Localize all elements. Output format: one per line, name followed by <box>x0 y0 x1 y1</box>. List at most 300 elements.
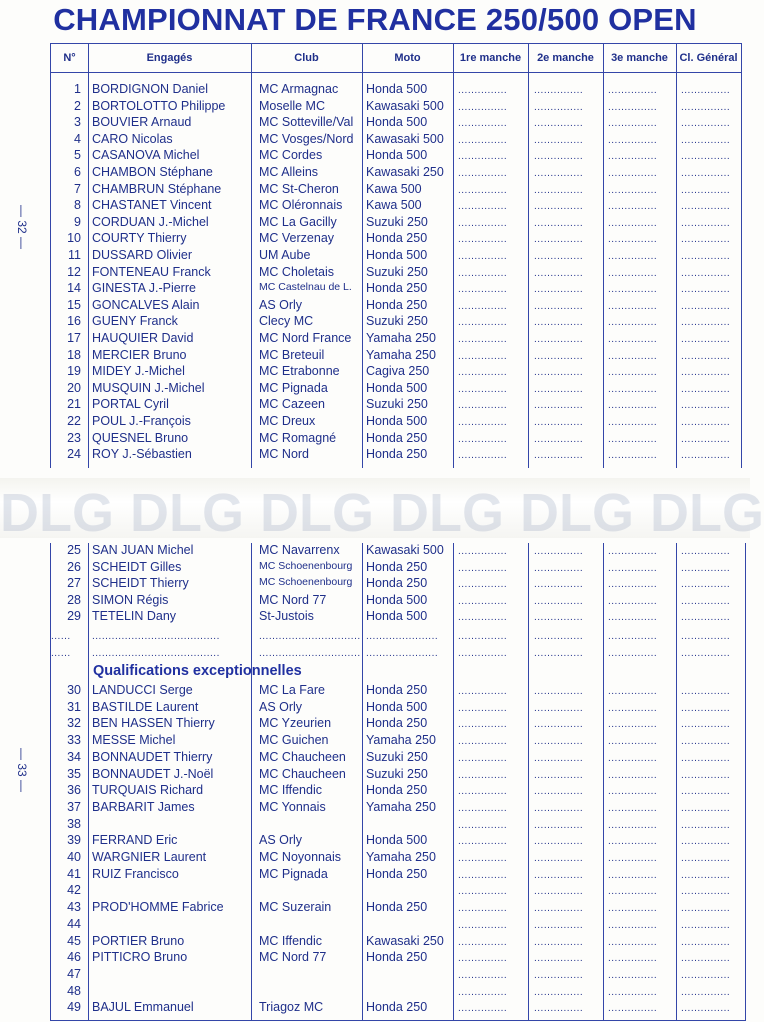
table-row <box>51 447 741 464</box>
club-name: Clecy MC <box>259 314 314 329</box>
header-num: N° <box>63 52 76 64</box>
moto-model: Kawa 500 <box>366 181 422 196</box>
row-number: 9 <box>74 214 81 229</box>
result-placeholder: ............... <box>608 184 658 196</box>
row-number: 38 <box>67 816 81 831</box>
result-placeholder: ............... <box>534 251 584 262</box>
rider-name: RUIZ Francisco <box>92 866 179 881</box>
table-row <box>51 265 741 282</box>
result-placeholder: ............... <box>458 184 508 196</box>
section-title: Qualifications exceptionnelles <box>93 663 302 679</box>
result-placeholder: ............... <box>458 201 508 213</box>
result-placeholder: ............... <box>608 300 658 312</box>
club-name: MC Yonnais <box>259 799 326 814</box>
result-placeholder: ............... <box>608 702 658 714</box>
moto-model: Honda 250 <box>366 559 428 574</box>
moto-model: Suzuki 250 <box>366 264 428 279</box>
row-number: 41 <box>67 866 81 881</box>
rider-name: SCHEIDT Thierry <box>92 576 189 591</box>
rider-name: CHASTANET Vincent <box>92 198 212 213</box>
result-placeholder: ............... <box>608 719 658 731</box>
table-row <box>51 298 741 315</box>
result-placeholder: ............... <box>534 433 584 445</box>
row-number: 46 <box>67 950 81 965</box>
moto-model: Honda 250 <box>366 430 428 445</box>
result-placeholder: ............... <box>458 869 508 881</box>
result-placeholder: ............... <box>608 151 658 163</box>
table-row <box>51 115 741 132</box>
results-table-top <box>50 43 742 468</box>
table-row <box>51 984 745 1001</box>
result-placeholder: ............... <box>534 936 584 948</box>
rider-name: FERRAND Eric <box>92 833 178 848</box>
row-number: 2 <box>74 98 81 113</box>
row-number: 11 <box>68 248 81 262</box>
table-row <box>51 833 745 850</box>
row-number: 39 <box>67 833 81 848</box>
rider-name: SIMON Régis <box>92 592 169 607</box>
moto-model: Honda 500 <box>366 82 428 96</box>
result-placeholder: ............... <box>458 151 508 163</box>
rider-name: LANDUCCI Serge <box>92 683 193 697</box>
result-placeholder: ............... <box>681 184 731 196</box>
result-placeholder: ............... <box>458 919 508 931</box>
result-placeholder: ............... <box>681 752 731 764</box>
row-number: 14 <box>67 281 81 296</box>
result-placeholder: ............... <box>458 417 508 428</box>
row-number: 45 <box>67 933 81 948</box>
result-placeholder: ............... <box>608 350 658 362</box>
result-placeholder: ............... <box>608 450 658 462</box>
row-number: 37 <box>67 799 81 814</box>
result-placeholder: ............... <box>681 217 731 229</box>
watermark-logo-glyph: DLG <box>390 483 504 543</box>
result-placeholder: ............... <box>608 595 658 607</box>
table-row <box>51 198 741 215</box>
table-row <box>51 182 741 199</box>
rider-name: GINESTA J.-Pierre <box>92 281 196 296</box>
table-row <box>51 683 745 700</box>
result-placeholder: ............... <box>534 300 584 312</box>
result-placeholder: ............... <box>608 631 658 642</box>
result-placeholder: ............... <box>458 836 508 848</box>
row-number: 44 <box>67 916 81 931</box>
watermark-logo-glyph: DLG <box>0 483 114 543</box>
club-name: MC Armagnac <box>259 82 339 96</box>
result-placeholder: ............... <box>608 217 658 229</box>
result-placeholder: ............... <box>458 334 508 345</box>
result-placeholder: ............... <box>608 936 658 948</box>
table-row <box>51 132 741 149</box>
result-placeholder: ............... <box>681 284 731 296</box>
club-name: MC La Gacilly <box>259 214 337 229</box>
result-placeholder: ............... <box>458 903 508 915</box>
result-placeholder: ............... <box>608 317 658 329</box>
result-placeholder: ............... <box>458 786 508 798</box>
club-name: MC Chaucheen <box>259 766 346 781</box>
table-row <box>51 750 745 767</box>
result-placeholder: ............... <box>534 334 584 345</box>
table-row <box>51 800 745 817</box>
result-placeholder: ............... <box>534 953 584 965</box>
result-placeholder: ............... <box>681 562 731 574</box>
table-row <box>51 733 745 750</box>
result-placeholder: ............... <box>681 151 731 163</box>
rider-name: BORDIGNON Daniel <box>92 82 208 96</box>
rider-name: MUSQUIN J.-Michel <box>92 380 205 395</box>
result-placeholder: ............... <box>458 969 508 981</box>
result-placeholder: ............... <box>608 101 658 113</box>
rider-name: QUESNEL Bruno <box>92 430 189 445</box>
club-name: MC Pignada <box>259 380 328 395</box>
moto-model: Honda 250 <box>366 231 428 246</box>
row-number: 18 <box>67 347 81 362</box>
result-placeholder: ............... <box>681 595 731 607</box>
row-number: 43 <box>67 900 81 915</box>
result-placeholder: ............... <box>534 702 584 714</box>
rider-name: CORDUAN J.-Michel <box>92 214 209 229</box>
result-placeholder: ............... <box>681 631 731 642</box>
result-placeholder: ............... <box>534 853 584 864</box>
result-placeholder: ............... <box>534 450 584 462</box>
moto-model: Kawasaki 500 <box>366 98 444 113</box>
table-row <box>51 331 741 348</box>
moto-model: Honda 250 <box>366 783 428 798</box>
result-placeholder: ...................... <box>366 648 439 659</box>
result-placeholder: ............... <box>458 986 508 998</box>
club-name: MC Cordes <box>259 148 323 163</box>
result-placeholder: ............... <box>534 752 584 764</box>
moto-model: Honda 500 <box>366 592 428 607</box>
club-name: St-Justois <box>259 609 314 624</box>
moto-model: Honda 250 <box>366 866 428 881</box>
result-placeholder: ...................... <box>366 631 439 642</box>
result-placeholder: ............... <box>458 562 508 574</box>
table-row <box>51 917 745 934</box>
watermark-logo-glyph: DLG <box>260 483 374 543</box>
result-placeholder: ............... <box>608 802 658 814</box>
rider-name: CARO Nicolas <box>92 131 173 146</box>
row-number: 10 <box>67 231 81 246</box>
result-placeholder: ............... <box>608 836 658 848</box>
result-placeholder: ............... <box>458 367 508 379</box>
rider-name: BEN HASSEN Thierry <box>92 716 215 731</box>
table-row <box>51 99 741 116</box>
result-placeholder: ............... <box>608 367 658 379</box>
result-placeholder: ............................... <box>259 631 361 642</box>
table-row <box>51 248 741 265</box>
row-number: 47 <box>67 966 81 981</box>
result-placeholder: ............... <box>534 802 584 814</box>
row-number: 7 <box>74 181 81 196</box>
moto-model: Kawasaki 250 <box>366 933 444 948</box>
result-placeholder: ............... <box>534 417 584 428</box>
moto-model: Honda 500 <box>366 380 428 395</box>
page-number-bottom: — 33 — <box>15 748 29 793</box>
result-placeholder: ............... <box>534 869 584 881</box>
table-row <box>51 867 745 884</box>
result-placeholder: ............... <box>681 350 731 362</box>
row-number: 3 <box>74 115 81 130</box>
row-number: 34 <box>67 749 81 764</box>
result-placeholder: ............... <box>534 284 584 296</box>
row-number: 6 <box>74 165 81 179</box>
row-number: 20 <box>67 380 81 395</box>
header-manche-1: 1re manche <box>459 52 522 64</box>
table-row <box>51 560 745 577</box>
rider-name: BAJUL Emmanuel <box>92 1000 194 1015</box>
result-placeholder: ............... <box>458 769 508 781</box>
row-number: 8 <box>74 198 81 213</box>
table-row <box>51 967 745 984</box>
club-name: MC Dreux <box>259 414 316 428</box>
rider-name: GUENY Franck <box>92 314 178 329</box>
result-placeholder: ............... <box>608 769 658 781</box>
result-placeholder: ............... <box>458 300 508 312</box>
result-placeholder: ............... <box>534 648 584 659</box>
result-placeholder: ............... <box>534 400 584 412</box>
moto-model: Suzuki 250 <box>366 397 428 412</box>
rider-name: BARBARIT James <box>92 799 195 814</box>
result-placeholder: ............... <box>608 383 658 395</box>
table-row <box>51 609 745 626</box>
result-placeholder: ............... <box>608 118 658 130</box>
result-placeholder: ............... <box>681 251 731 262</box>
result-placeholder: ............... <box>458 118 508 130</box>
result-placeholder: ............... <box>534 101 584 113</box>
result-placeholder: ............... <box>458 101 508 113</box>
row-number: 33 <box>67 733 81 748</box>
result-placeholder: ............... <box>608 986 658 998</box>
rider-name: PORTIER Bruno <box>92 933 185 948</box>
rider-name: SAN JUAN Michel <box>92 543 194 557</box>
moto-model: Yamaha 250 <box>366 331 436 345</box>
result-placeholder: ............... <box>458 802 508 814</box>
result-placeholder: ............... <box>534 562 584 574</box>
result-placeholder: ............... <box>681 953 731 965</box>
rider-name: GONCALVES Alain <box>92 297 200 312</box>
table-row <box>51 576 745 593</box>
moto-model: Suzuki 250 <box>366 314 428 329</box>
result-placeholder: ............... <box>681 201 731 213</box>
result-placeholder: ............... <box>608 234 658 246</box>
rider-name: MIDEY J.-Michel <box>92 364 185 379</box>
moto-model: Honda 250 <box>366 683 428 697</box>
row-number: 4 <box>74 131 81 146</box>
table-row <box>51 934 745 951</box>
result-placeholder: ............... <box>534 383 584 395</box>
table-row <box>51 231 741 248</box>
row-number: 31 <box>67 699 81 714</box>
table-row <box>51 314 741 331</box>
row-number: 12 <box>67 264 81 279</box>
header-engages: Engagés <box>146 52 193 64</box>
row-number: 30 <box>67 683 81 697</box>
result-placeholder: ............... <box>681 736 731 748</box>
result-placeholder: ............... <box>681 969 731 981</box>
result-placeholder: ............... <box>681 134 731 146</box>
result-placeholder: ............... <box>458 433 508 445</box>
blank-entry-line <box>51 648 745 662</box>
result-placeholder: ............... <box>681 853 731 864</box>
rider-name: MERCIER Bruno <box>92 347 187 362</box>
moto-model: Kawasaki 500 <box>366 543 444 557</box>
result-placeholder: ............... <box>534 118 584 130</box>
club-name: MC Suzerain <box>259 900 332 915</box>
table-row <box>51 281 741 298</box>
result-placeholder: ............... <box>608 400 658 412</box>
result-placeholder: ............... <box>534 201 584 213</box>
results-table-bottom <box>50 543 746 1021</box>
result-placeholder: ............... <box>681 869 731 881</box>
result-placeholder: ............... <box>458 886 508 898</box>
moto-model: Suzuki 250 <box>366 766 428 781</box>
table-row <box>51 348 741 365</box>
row-number: 16 <box>67 314 81 329</box>
result-placeholder: ............... <box>681 648 731 659</box>
moto-model: Honda 250 <box>366 447 428 462</box>
club-name: MC Schoenenbourg <box>259 576 353 589</box>
result-placeholder: ............... <box>681 769 731 781</box>
result-placeholder: ............... <box>608 786 658 798</box>
result-placeholder: ............... <box>458 267 508 279</box>
result-placeholder: ............... <box>608 969 658 981</box>
moto-model: Honda 500 <box>366 115 428 130</box>
result-placeholder: ............... <box>608 284 658 296</box>
result-placeholder: ............... <box>458 284 508 296</box>
rider-name: MESSE Michel <box>92 733 176 748</box>
club-name: MC Choletais <box>259 264 335 279</box>
rider-name: BOUVIER Arnaud <box>92 115 192 130</box>
club-name: MC Verzenay <box>259 231 335 246</box>
club-name: MC Vosges/Nord <box>259 131 354 146</box>
result-placeholder: ............... <box>608 853 658 864</box>
result-placeholder: ............... <box>608 433 658 445</box>
result-placeholder: ............... <box>681 367 731 379</box>
club-name: MC Breteuil <box>259 347 325 362</box>
result-placeholder: ............... <box>681 300 731 312</box>
header-moto: Moto <box>394 52 421 64</box>
result-placeholder: ............... <box>458 134 508 146</box>
result-placeholder: ............... <box>534 719 584 731</box>
result-placeholder: ............... <box>534 168 584 179</box>
table-row <box>51 82 741 99</box>
club-name: MC Yzeurien <box>259 716 332 731</box>
rider-name: PITTICRO Bruno <box>92 950 188 965</box>
table-row <box>51 431 741 448</box>
result-placeholder: ............... <box>458 702 508 714</box>
result-placeholder: ............... <box>458 168 508 179</box>
result-placeholder: ............... <box>534 836 584 848</box>
result-placeholder: ............... <box>458 383 508 395</box>
result-placeholder: ............... <box>534 595 584 607</box>
result-placeholder: ............... <box>681 836 731 848</box>
result-placeholder: ............... <box>458 686 508 697</box>
moto-model: Honda 500 <box>366 414 428 428</box>
result-placeholder: ............... <box>681 819 731 831</box>
result-placeholder: ............... <box>534 134 584 146</box>
row-number: 26 <box>67 559 81 574</box>
result-placeholder: ............... <box>681 612 731 624</box>
row-number: 24 <box>67 447 81 462</box>
row-number: 1 <box>74 82 81 96</box>
result-placeholder: ............... <box>534 612 584 624</box>
row-number: 22 <box>67 414 81 428</box>
result-placeholder: ...... <box>51 631 71 642</box>
club-name: MC Castelnau de L. <box>259 281 352 294</box>
club-name: Triagoz MC <box>259 1000 324 1015</box>
result-placeholder: ............... <box>681 719 731 731</box>
result-placeholder: ............... <box>681 334 731 345</box>
rider-name: TETELIN Dany <box>92 609 177 624</box>
rider-name: TURQUAIS Richard <box>92 783 204 798</box>
result-placeholder: ............... <box>608 919 658 931</box>
result-placeholder: ............... <box>534 234 584 246</box>
table-row <box>51 414 741 431</box>
result-placeholder: ............... <box>458 400 508 412</box>
result-placeholder: ............... <box>458 719 508 731</box>
row-number: 36 <box>67 783 81 798</box>
result-placeholder: ............... <box>534 919 584 931</box>
result-placeholder: ............... <box>458 612 508 624</box>
row-number: 29 <box>67 609 81 624</box>
watermark-logo-glyph: DLG <box>650 483 764 543</box>
club-name: MC Schoenenbourg <box>259 559 353 572</box>
result-placeholder: ............... <box>608 736 658 748</box>
row-number: 23 <box>67 430 81 445</box>
result-placeholder: ............... <box>608 201 658 213</box>
result-placeholder: ............... <box>534 631 584 642</box>
result-placeholder: ............... <box>458 936 508 948</box>
result-placeholder: ............... <box>458 648 508 659</box>
moto-model: Honda 250 <box>366 297 428 312</box>
result-placeholder: ............... <box>534 686 584 697</box>
result-placeholder: ............... <box>534 736 584 748</box>
result-placeholder: ............... <box>681 546 731 557</box>
club-name: AS Orly <box>259 699 303 714</box>
result-placeholder: ............... <box>681 450 731 462</box>
moto-model: Yamaha 250 <box>366 850 436 864</box>
row-number: 32 <box>67 716 81 731</box>
result-placeholder: ............... <box>608 953 658 965</box>
result-placeholder: ............... <box>608 648 658 659</box>
rider-name: BONNAUDET Thierry <box>92 749 213 764</box>
result-placeholder: ............... <box>458 595 508 607</box>
result-placeholder: ............... <box>681 85 731 96</box>
result-placeholder: ............... <box>608 134 658 146</box>
result-placeholder: ....................................... <box>92 631 220 642</box>
result-placeholder: ............... <box>681 903 731 915</box>
moto-model: Honda 250 <box>366 900 428 915</box>
result-placeholder: ............... <box>534 986 584 998</box>
result-placeholder: ............... <box>458 251 508 262</box>
club-name: MC Pignada <box>259 866 328 881</box>
club-name: MC Nord <box>259 447 310 462</box>
result-placeholder: ............... <box>681 579 731 591</box>
moto-model: Honda 250 <box>366 1000 428 1015</box>
moto-model: Yamaha 250 <box>366 733 436 748</box>
table-row <box>51 381 741 398</box>
moto-model: Honda 500 <box>366 609 428 624</box>
header-classement-general: Cl. Général <box>679 52 738 64</box>
moto-model: Honda 250 <box>366 950 428 965</box>
result-placeholder: ............... <box>534 786 584 798</box>
result-placeholder: ............... <box>534 151 584 163</box>
result-placeholder: ............... <box>534 1003 584 1015</box>
result-placeholder: ............... <box>608 1003 658 1015</box>
club-name: MC Navarrenx <box>259 543 340 557</box>
row-number: 40 <box>67 850 81 864</box>
